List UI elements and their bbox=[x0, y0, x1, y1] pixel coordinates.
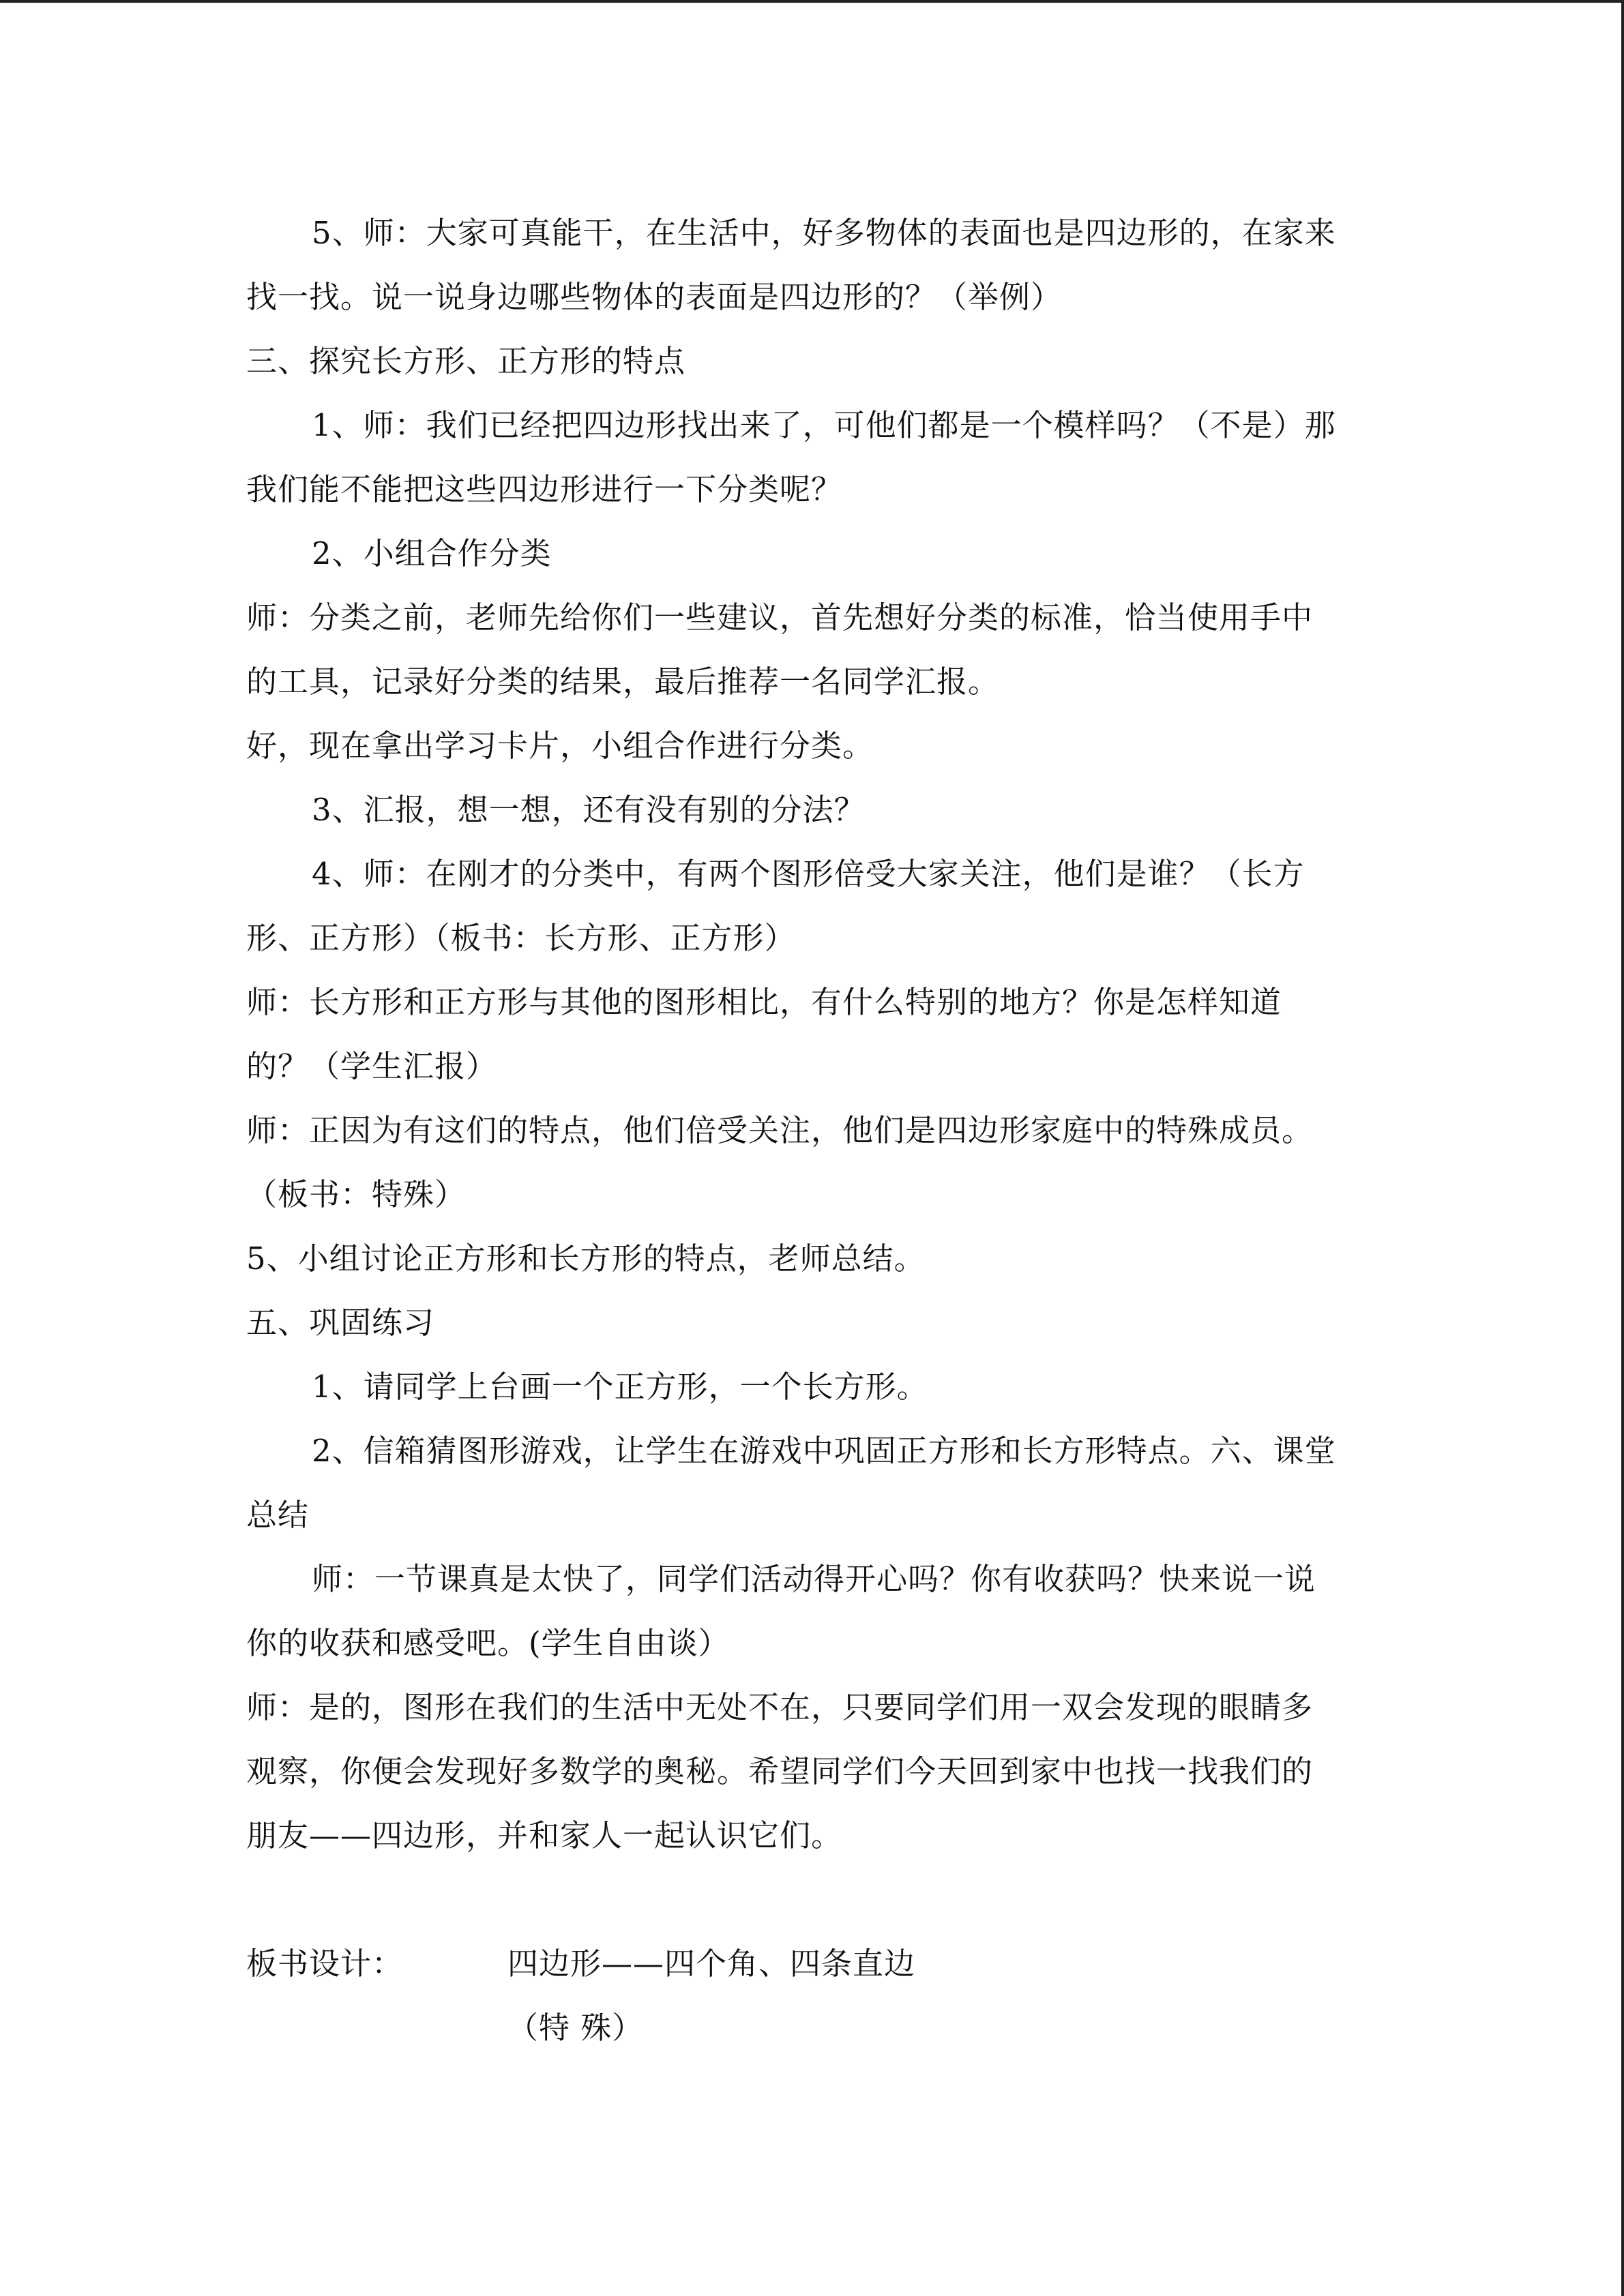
paragraph-line: 5、小组讨论正方形和长方形的特点，老师总结。 bbox=[246, 1240, 926, 1277]
page-top-border bbox=[0, 0, 1624, 3]
document-body bbox=[246, 201, 1378, 2060]
paragraph-line: 总结 bbox=[246, 1497, 310, 1533]
paragraph-line: 1、师：我们已经把四边形找出来了，可他们都是一个模样吗？（不是）那 bbox=[312, 407, 1336, 443]
paragraph-line: 2、信箱猜图形游戏，让学生在游戏中巩固正方形和长方形特点。六、课堂 bbox=[312, 1433, 1336, 1469]
page-right-border bbox=[1621, 0, 1624, 2296]
paragraph-line: 你的收获和感受吧。(学生自由谈） bbox=[246, 1625, 730, 1661]
paragraph-line: 形、正方形）（板书：长方形、正方形） bbox=[246, 920, 796, 956]
paragraph-line: 4、师：在刚才的分类中，有两个图形倍受大家关注，他们是谁？（长方 bbox=[312, 856, 1305, 892]
paragraph-line: 2、小组合作分类 bbox=[312, 535, 552, 571]
board-design-line-1: 四边形——四个角、四条直边 bbox=[507, 1945, 916, 1982]
paragraph-line: 师：长方形和正方形与其他的图形相比，有什么特别的地方？你是怎样知道 bbox=[246, 984, 1282, 1020]
section-heading: 五、巩固练习 bbox=[246, 1304, 435, 1341]
paragraph-line: （板书：特殊） bbox=[246, 1176, 467, 1212]
paragraph-line: 观察，你便会发现好多数学的奥秘。希望同学们今天回到家中也找一找我们的 bbox=[246, 1753, 1314, 1789]
paragraph-line: 3、汇报，想一想，还有没有别的分法？ bbox=[312, 792, 866, 828]
paragraph-line: 的工具，记录好分类的结果，最后推荐一名同学汇报。 bbox=[246, 664, 1000, 700]
board-design-line-2: （特 殊） bbox=[507, 2010, 644, 2046]
section-heading: 三、探究长方形、正方形的特点 bbox=[246, 343, 686, 379]
blank-line bbox=[246, 1868, 1378, 1932]
board-design-label: 板书设计： bbox=[246, 1945, 404, 1982]
paragraph-line: 朋友——四边形，并和家人一起认识它们。 bbox=[246, 1817, 843, 1853]
paragraph-line: 好，现在拿出学习卡片，小组合作进行分类。 bbox=[246, 728, 874, 764]
paragraph-line: 师：正因为有这们的特点，他们倍受关注，他们是四边形家庭中的特殊成员。 bbox=[246, 1112, 1314, 1148]
paragraph-line: 师：是的，图形在我们的生活中无处不在，只要同学们用一双会发现的眼睛多 bbox=[246, 1689, 1314, 1725]
paragraph-line: 的？（学生汇报） bbox=[246, 1048, 498, 1084]
paragraph-line: 1、请同学上台画一个正方形，一个长方形。 bbox=[312, 1369, 928, 1405]
paragraph-line: 5、师：大家可真能干，在生活中，好多物体的表面也是四边形的，在家来 bbox=[312, 215, 1336, 251]
paragraph-line: 我们能不能把这些四边形进行一下分类呢？ bbox=[246, 471, 843, 507]
paragraph-line: 找一找。说一说身边哪些物体的表面是四边形的？（举例） bbox=[246, 279, 1063, 315]
paragraph-line: 师：分类之前，老师先给你们一些建议，首先想好分类的标准，恰当使用手中 bbox=[246, 599, 1314, 636]
board-design-row bbox=[246, 1932, 1378, 1996]
paragraph-line: 师：一节课真是太快了，同学们活动得开心吗？你有收获吗？快来说一说 bbox=[312, 1561, 1316, 1597]
board-design-row bbox=[246, 1996, 1378, 2060]
